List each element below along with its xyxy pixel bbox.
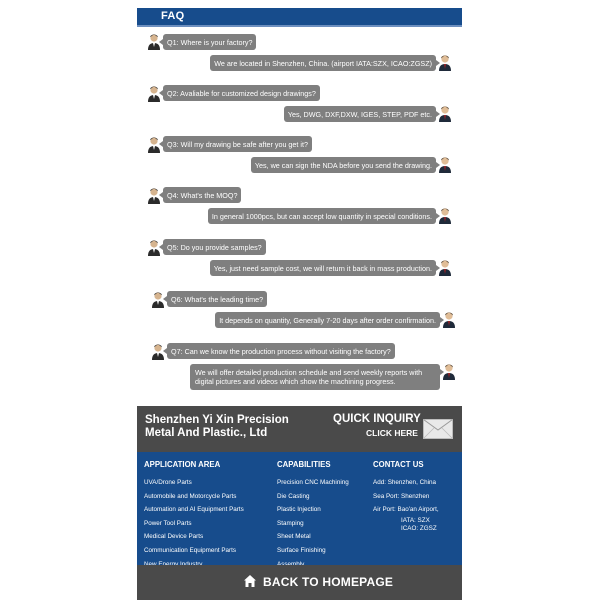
answerer-avatar-icon: [438, 207, 452, 224]
contact-address: Add: Shenzhen, China: [373, 479, 437, 486]
company-name-line1: Shenzhen Yi Xin Precision: [145, 414, 289, 426]
contact-airport: Air Port: Bao'an Airport,: [373, 506, 439, 514]
quick-inquiry-label: QUICK INQUIRY: [333, 413, 421, 425]
question-bubble: Q4: What's the MOQ?: [163, 187, 241, 203]
contact-icao: ICAO: ZGSZ: [401, 524, 437, 532]
application-link[interactable]: Medical Device Parts: [144, 533, 204, 541]
faq-page: [137, 8, 462, 600]
application-link[interactable]: Automobile and Motorcycle Parts: [144, 492, 237, 500]
answer-bubble: Yes, DWG, DXF,DXW, IGES, STEP, PDF etc.: [284, 106, 436, 122]
question-bubble: Q5: Do you provide samples?: [163, 239, 266, 255]
answerer-avatar-icon: [442, 363, 456, 380]
back-to-homepage-label: BACK TO HOMEPAGE: [263, 575, 394, 589]
envelope-icon: [423, 419, 453, 439]
contact-seaport: Sea Port: Shenzhen: [373, 492, 430, 500]
quick-inquiry-button[interactable]: [331, 411, 459, 445]
application-area-title: APPLICATION AREA: [144, 460, 221, 469]
capability-link[interactable]: Plastic Injection: [277, 506, 321, 514]
answer-bubble: It depends on quantity, Generally 7-20 days after order confirmation.: [215, 312, 440, 328]
application-link[interactable]: Communication Equipment Parts: [144, 546, 237, 554]
contact-iata: IATA: SZX: [401, 516, 430, 524]
home-icon: [243, 574, 257, 588]
question-bubble: Q7: Can we know the production process without visiting the factory?: [167, 343, 395, 359]
footer-info: [137, 452, 462, 565]
question-bubble: Q6: What's the leading time?: [167, 291, 267, 307]
answerer-avatar-icon: [438, 54, 452, 71]
application-link[interactable]: Power Tool Parts: [144, 519, 192, 527]
contact-title: CONTACT US: [373, 460, 424, 469]
company-name: [145, 414, 325, 440]
back-to-homepage-button[interactable]: [137, 565, 462, 600]
answerer-avatar-icon: [442, 311, 456, 328]
company-banner: [137, 406, 462, 452]
answerer-avatar-icon: [438, 156, 452, 173]
capability-link[interactable]: Stamping: [277, 519, 304, 527]
contact-column: [373, 460, 439, 533]
question-bubble: Q1: Where is your factory?: [163, 34, 256, 50]
company-name-line2: Metal And Plastic., Ltd: [145, 427, 268, 439]
question-bubble: Q3: Will my drawing be safe after you get it?: [163, 136, 312, 152]
answerer-avatar-icon: [438, 259, 452, 276]
application-link[interactable]: UVA/Drone Parts: [144, 479, 192, 486]
capability-link[interactable]: Surface Finishing: [277, 546, 326, 554]
faq-header: [137, 8, 462, 27]
capabilities-title: CAPABILITIES: [277, 460, 331, 469]
capability-link[interactable]: Die Casting: [277, 492, 310, 500]
capabilities-column: [277, 460, 349, 571]
capability-link[interactable]: Sheet Metal: [277, 533, 311, 541]
question-bubble: Q2: Avaliable for customized design drawings?: [163, 85, 320, 101]
answer-bubble: In general 1000pcs, but can accept low quantity in special conditions.: [208, 208, 436, 224]
answerer-avatar-icon: [438, 105, 452, 122]
capability-link[interactable]: Precision CNC Machining: [277, 479, 349, 486]
click-here-label: CLICK HERE: [366, 428, 418, 438]
answer-bubble: Yes, just need sample cost, we will return it back in mass production.: [210, 260, 436, 276]
answer-bubble: Yes, we can sign the NDA before you send the drawing.: [251, 157, 436, 173]
faq-title: FAQ: [161, 10, 185, 22]
answer-bubble: We are located in Shenzhen, China. (airport IATA:SZX, ICAO:ZGSZ): [210, 55, 436, 71]
application-link[interactable]: Automation and AI Equipment Parts: [144, 506, 244, 514]
answer-bubble: We will offer detailed production schedule and send weekly reports with digital pictures and videos which show the machining progress.: [190, 364, 440, 390]
application-area-column: [144, 460, 244, 571]
